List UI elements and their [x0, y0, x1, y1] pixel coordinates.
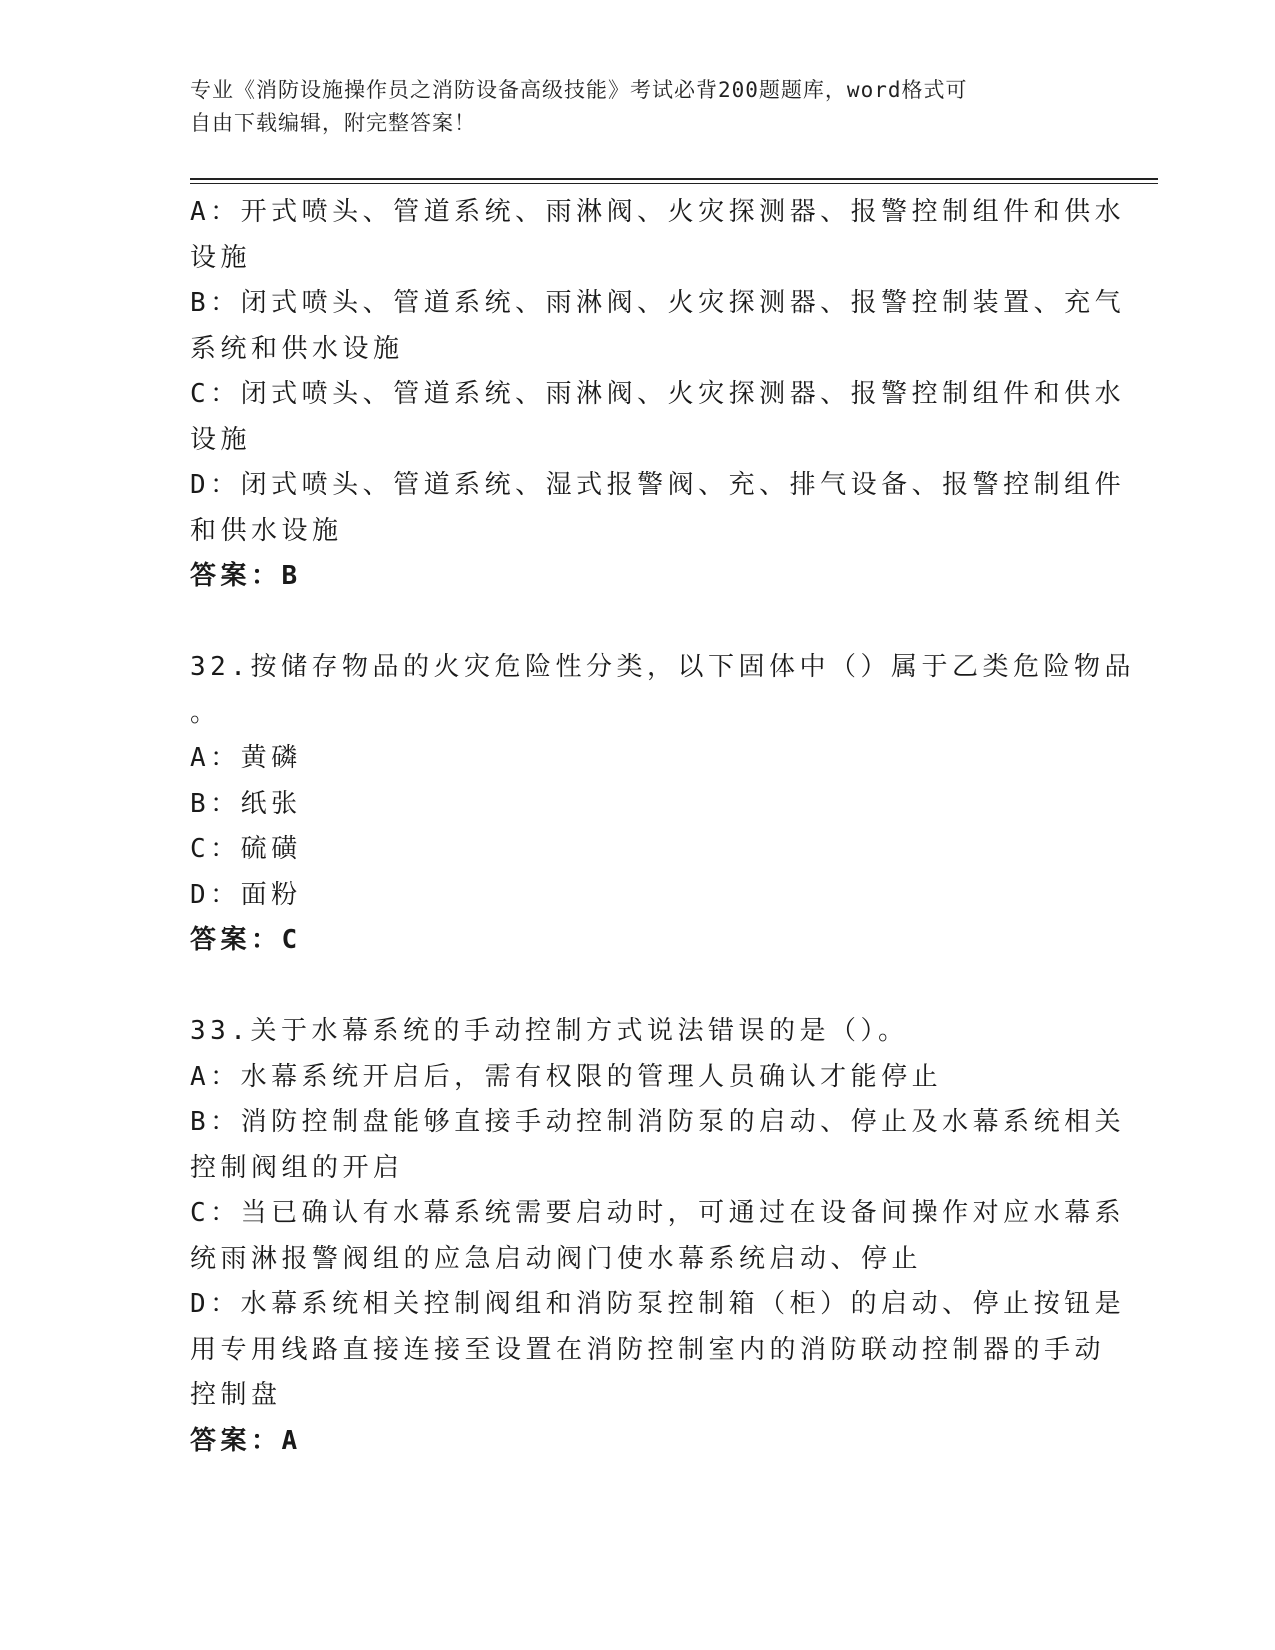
option-c: C：当已确认有水幕系统需要启动时，可通过在设备间操作对应水幕系 — [190, 1198, 1126, 1228]
option-d: D：面粉 — [190, 879, 302, 910]
option-b-continued: 系统和供水设施 — [190, 333, 404, 364]
question-31-options — [190, 190, 1126, 600]
option-a-continued: 设施 — [190, 242, 252, 273]
option-c-continued: 统雨淋报警阀组的应急启动阀门使水幕系统启动、停止 — [190, 1243, 923, 1274]
option-a: A：水幕系统开启后，需有权限的管理人员确认才能停止 — [190, 1061, 943, 1092]
option-d-continued: 和供水设施 — [190, 515, 343, 546]
header-line: 自由下载编辑，附完整答案！ — [190, 111, 476, 135]
option-d: D：水幕系统相关控制阀组和消防泵控制箱（柜）的启动、停止按钮是 — [190, 1289, 1126, 1319]
question-32 — [190, 645, 1135, 964]
question-stem: 32.按储存物品的火灾危险性分类，以下固体中（）属于乙类危险物品 — [190, 652, 1135, 682]
header-line: 专业《消防设施操作员之消防设备高级技能》考试必背200题题库，word格式可 — [190, 78, 968, 102]
spacer — [190, 600, 1090, 646]
option-a: A：黄磷 — [190, 743, 302, 773]
option-a: A：开式喷头、管道系统、雨淋阀、火灾探测器、报警控制组件和供水 — [190, 197, 1126, 227]
option-b: B：闭式喷头、管道系统、雨淋阀、火灾探测器、报警控制装置、充气 — [190, 288, 1126, 318]
answer-label: 答案：A — [190, 1425, 302, 1456]
question-content — [190, 190, 1135, 1464]
option-c: C：硫磺 — [190, 834, 302, 864]
option-c-continued: 设施 — [190, 424, 252, 455]
answer-label: 答案：B — [190, 561, 302, 591]
header-divider-thin — [190, 183, 1158, 184]
option-d: D：闭式喷头、管道系统、湿式报警阀、充、排气设备、报警控制组件 — [190, 470, 1126, 500]
header-divider — [190, 178, 1158, 180]
option-b: B：消防控制盘能够直接手动控制消防泵的启动、停止及水幕系统相关 — [190, 1107, 1126, 1137]
spacer — [190, 964, 1090, 1010]
option-c: C：闭式喷头、管道系统、雨淋阀、火灾探测器、报警控制组件和供水 — [190, 379, 1126, 409]
question-33 — [190, 1009, 1126, 1464]
document-header — [190, 74, 1070, 140]
question-stem-continued: 。 — [190, 697, 221, 728]
option-d-continued: 用专用线路直接连接至设置在消防控制室内的消防联动控制器的手动 — [190, 1334, 1106, 1365]
option-d-continued: 控制盘 — [190, 1380, 282, 1410]
answer-label: 答案：C — [190, 925, 302, 955]
option-b-continued: 控制阀组的开启 — [190, 1152, 404, 1183]
question-stem: 33.关于水幕系统的手动控制方式说法错误的是（）。 — [190, 1016, 909, 1046]
option-b: B：纸张 — [190, 788, 302, 819]
